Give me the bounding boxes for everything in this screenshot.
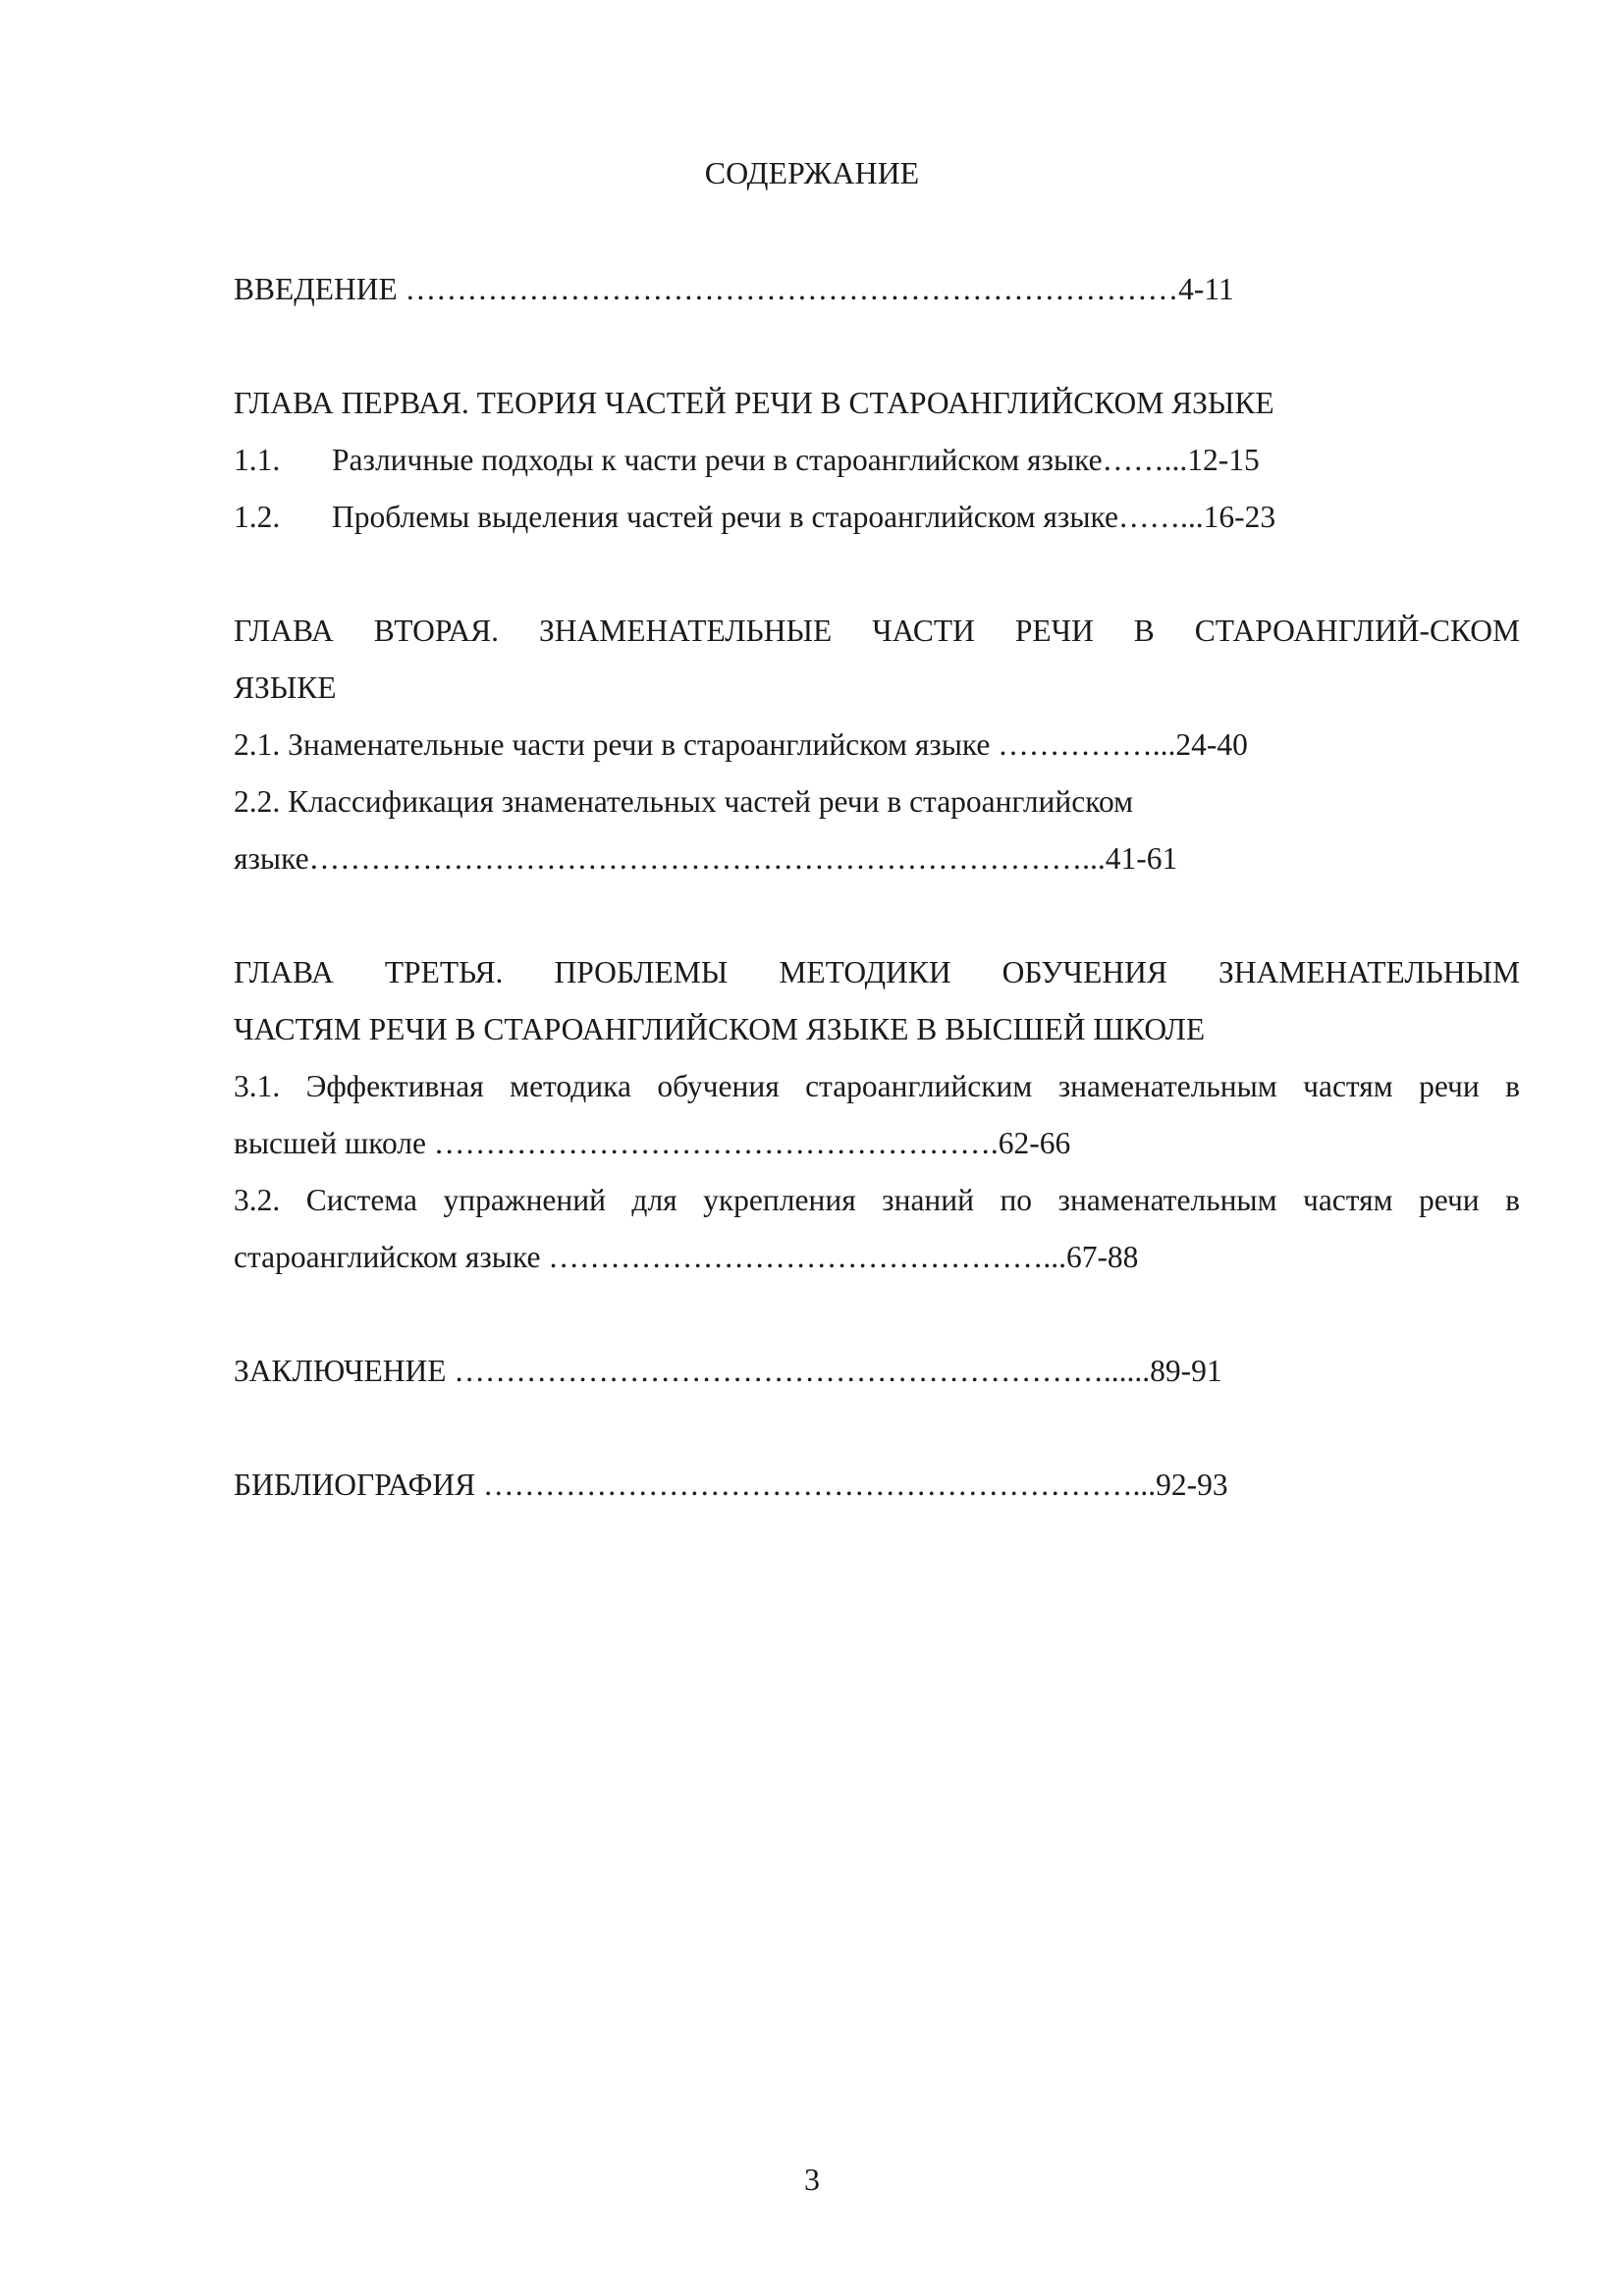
toc-heading: СОДЕРЖАНИЕ (704, 155, 920, 190)
spacer (234, 1400, 1520, 1457)
toc-item-1-1 (234, 432, 1520, 489)
toc-intro: ВВЕДЕНИЕ …………………………………………………………………4-11 (234, 272, 1234, 306)
toc-conclusion: ЗАКЛЮЧЕНИЕ ………………………………………………………......89-91 (234, 1354, 1222, 1388)
toc-item-3-1-line2: высшей школе ……………………………………………….62-66 (234, 1126, 1071, 1160)
chapter3-title-line2: ЧАСТЯМ РЕЧИ В СТАРОАНГЛИЙСКОМ ЯЗЫКЕ В ВЫСШЕЙ ШКОЛЕ (234, 1012, 1206, 1046)
spacer (234, 887, 1520, 944)
spacer (234, 1286, 1520, 1343)
chapter1-title: ГЛАВА ПЕРВАЯ. ТЕОРИЯ ЧАСТЕЙ РЕЧИ В СТАРОАНГЛИЙСКОМ ЯЗЫКЕ (234, 386, 1274, 420)
toc-item-1-2 (234, 489, 1520, 546)
chapter3-title-line1: ГЛАВА ТРЕТЬЯ. ПРОБЛЕМЫ МЕТОДИКИ ОБУЧЕНИЯ ЗНАМЕНАТЕЛЬНЫМ (234, 955, 1520, 989)
toc-item-3-1-line1: 3.1. Эффективная методика обучения староанглийским знаменательным частям речи в (234, 1069, 1520, 1103)
toc-item-2-2-line1: 2.2. Классификация знаменательных частей речи в староанглийском (234, 784, 1134, 819)
spacer (234, 546, 1520, 603)
toc-item-number: 1.2. (234, 500, 281, 534)
chapter2-title-line1: ГЛАВА ВТОРАЯ. ЗНАМЕНАТЕЛЬНЫЕ ЧАСТИ РЕЧИ В СТАРОАНГЛИЙ-СКОМ (234, 614, 1520, 648)
chapter2-title-line2: ЯЗЫКЕ (234, 670, 337, 705)
toc-item-2-1: 2.1. Знаменательные части речи в староанглийском языке ……………...24-40 (234, 727, 1248, 762)
spacer (234, 318, 1520, 375)
toc-item-2-2-line2: языке…………………………………………………………………...41-61 (234, 841, 1178, 876)
toc-bibliography: БИБЛИОГРАФИЯ ………………………………………………………...92-93 (234, 1468, 1228, 1502)
toc-item-text: Различные подходы к части речи в староанглийском языке……...12-15 (332, 443, 1260, 477)
toc-item-text: Проблемы выделения частей речи в староанглийском языке……...16-23 (332, 500, 1276, 534)
toc-item-3-2-line2: староанглийском языке …………………………………………...67-88 (234, 1240, 1139, 1274)
table-of-contents (234, 261, 1520, 1514)
page-number: 3 (804, 2162, 820, 2197)
toc-item-number: 1.1. (234, 443, 281, 477)
toc-item-3-2-line1: 3.2. Система упражнений для укрепления знаний по знаменательным частям речи в (234, 1183, 1520, 1217)
